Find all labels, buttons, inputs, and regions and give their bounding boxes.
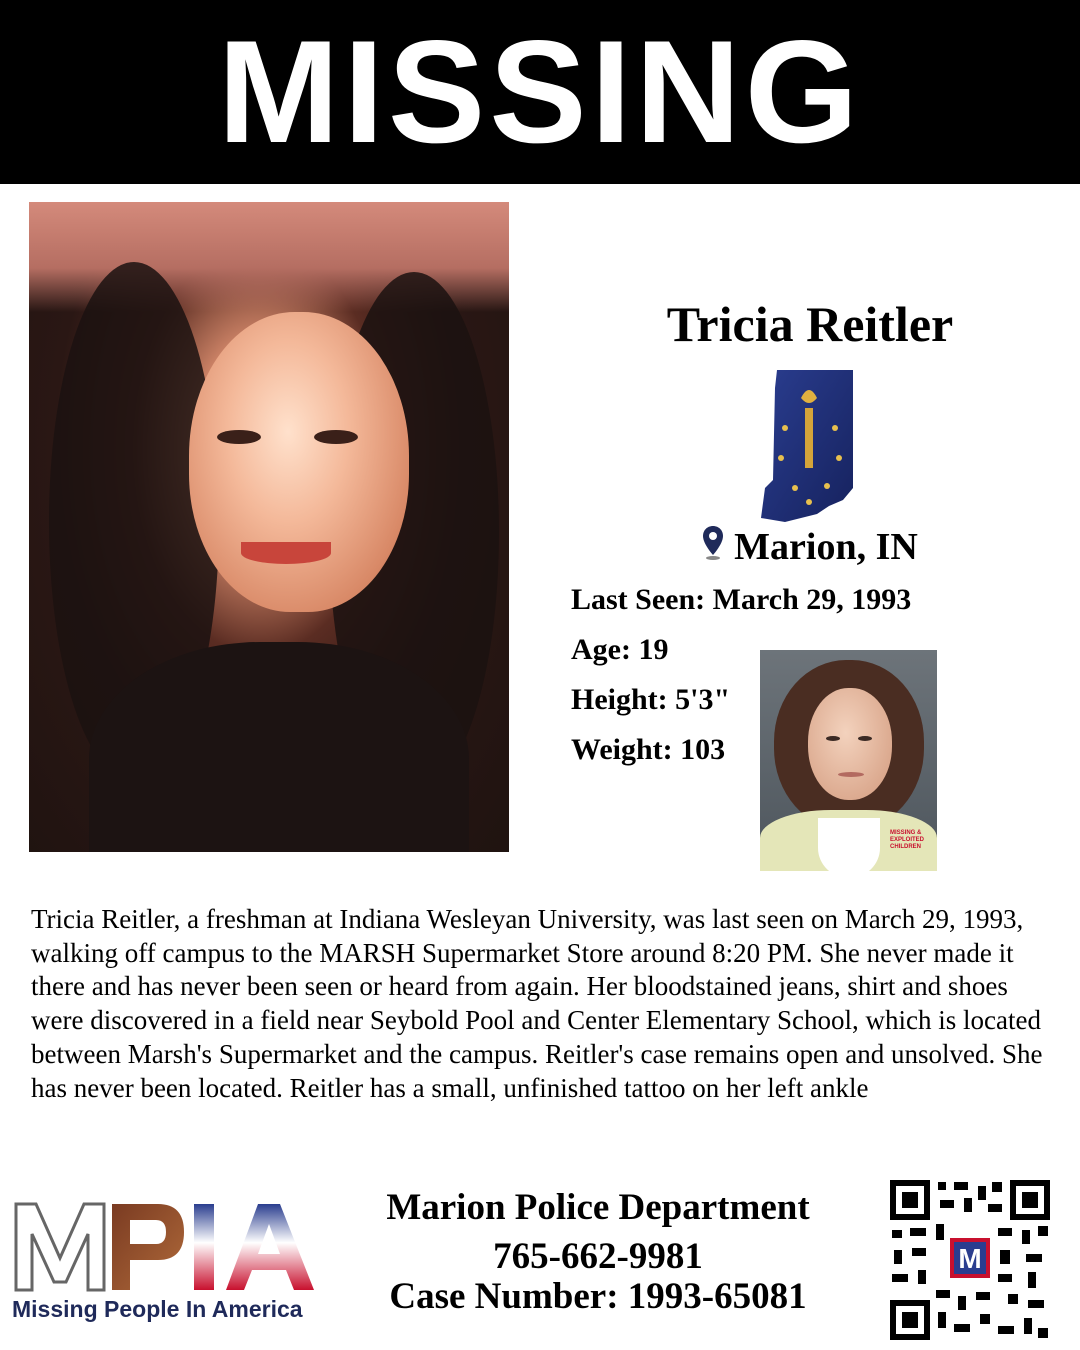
person-name: Tricia Reitler [666, 296, 954, 352]
fact-height: Height: 5'3" [571, 683, 731, 716]
location-text: Marion, IN [734, 526, 918, 568]
missing-banner [0, 0, 1080, 184]
fact-weight: Weight: 103 [571, 733, 726, 766]
location-line [560, 524, 1060, 570]
banner-title: MISSING [217, 10, 863, 173]
case-description: Tricia Reitler, a freshman at Indiana Wesleyan University, was last seen on March 29, 1993, walking off campus to the MARSH Supermarket Store around 8:20 PM. She never made it there and has never been seen or heard from again. Her bloodstained jeans, shirt and shoes were discovered in a field near Seybold Pool and Center Elementary School, which is located between Marsh's Supermarket and the campus. Reitler's case remains open and unsolved. She has never been located. Reitler has a small, unfinished tattoo on her left ankle [31, 904, 1043, 1103]
mpia-tagline: Missing People In America [12, 1296, 303, 1322]
missing-person-photo [29, 202, 509, 852]
age-progression-photo [760, 650, 937, 871]
agency-name: Marion Police Department [386, 1187, 810, 1228]
case-number: Case Number: 1993-65081 [389, 1276, 807, 1317]
qr-center-letter: M [958, 1243, 982, 1274]
fact-last-seen: Last Seen: March 29, 1993 [571, 583, 912, 616]
map-pin-icon [702, 525, 724, 561]
agency-phone: 765-662-9981 [493, 1236, 703, 1277]
qr-code-icon[interactable] [888, 1178, 1052, 1342]
ncmec-badge: MISSING & EXPLOITED CHILDREN [890, 830, 925, 850]
indiana-state-map [755, 368, 855, 522]
fact-age: Age: 19 [571, 633, 669, 666]
